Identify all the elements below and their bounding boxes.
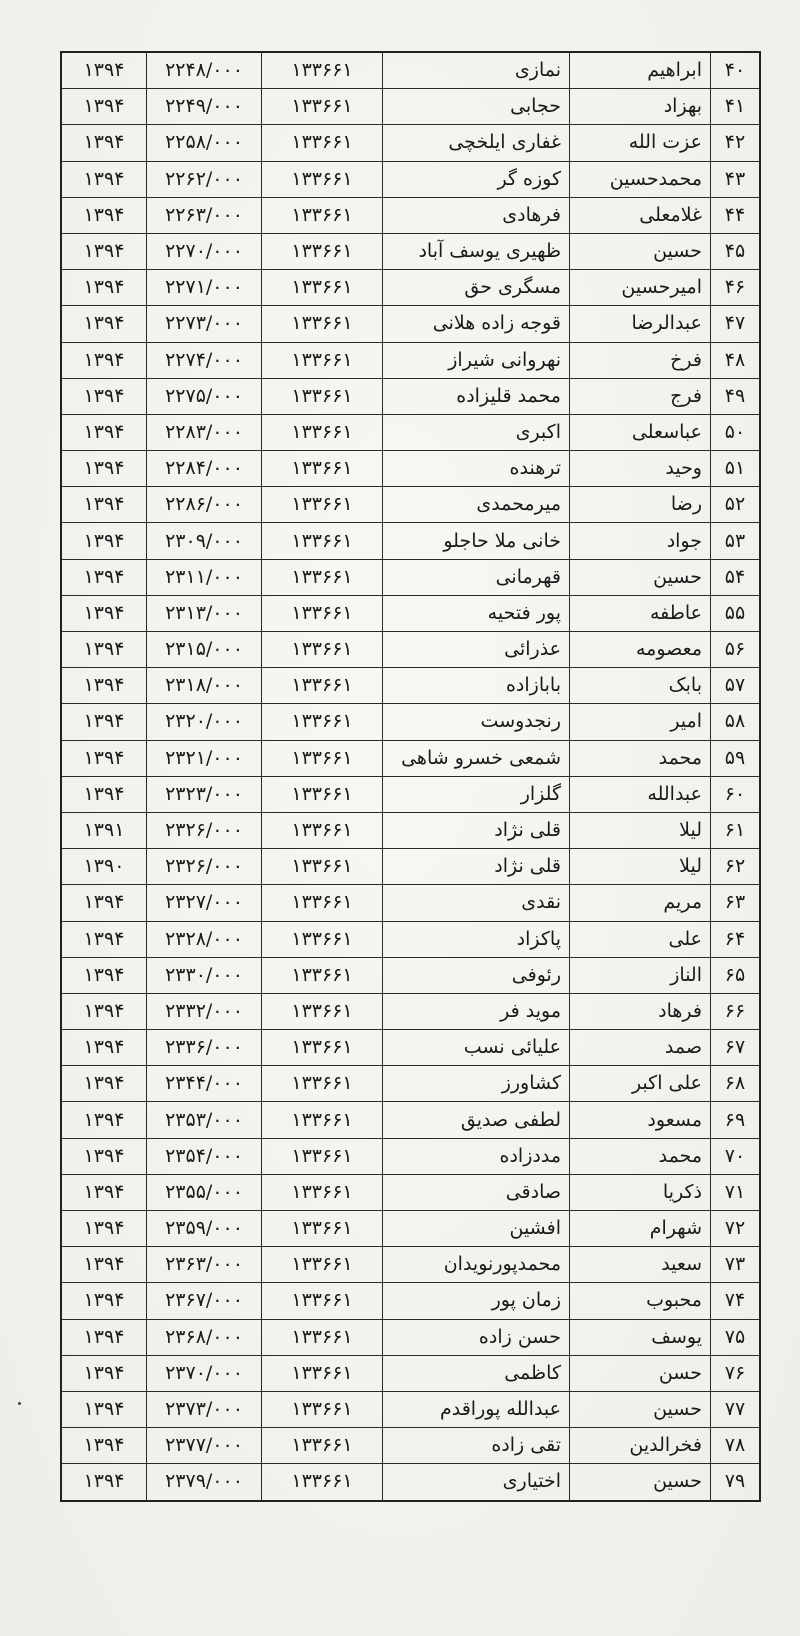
first-name-cell: امیر [570,704,711,740]
code-cell: ۱۳۳۶۶۱ [262,161,383,197]
first-name-cell: معصومه [570,632,711,668]
row-number-cell: ۵۱ [711,451,761,487]
first-name-cell: محبوب [570,1283,711,1319]
year-cell: ۱۳۹۴ [61,1211,147,1247]
amount-cell: ۲۳۲۰/۰۰۰ [147,704,262,740]
amount-cell: ۲۳۷۰/۰۰۰ [147,1355,262,1391]
code-cell: ۱۳۳۶۶۱ [262,342,383,378]
last-name-cell: موید فر [383,993,570,1029]
year-cell: ۱۳۹۱ [61,812,147,848]
row-number-cell: ۶۰ [711,776,761,812]
last-name-cell: فرهادی [383,197,570,233]
last-name-cell: رنجدوست [383,704,570,740]
year-cell: ۱۳۹۴ [61,993,147,1029]
table-row [61,342,760,378]
row-number-cell: ۶۳ [711,885,761,921]
amount-cell: ۲۳۵۹/۰۰۰ [147,1211,262,1247]
year-cell: ۱۳۹۴ [61,378,147,414]
row-number-cell: ۵۸ [711,704,761,740]
table-row [61,885,760,921]
row-number-cell: ۶۱ [711,812,761,848]
first-name-cell: غلامعلی [570,197,711,233]
table-row [61,125,760,161]
amount-cell: ۲۲۶۳/۰۰۰ [147,197,262,233]
table-row [61,668,760,704]
table-row [61,957,760,993]
last-name-cell: کشاورز [383,1066,570,1102]
amount-cell: ۲۲۸۳/۰۰۰ [147,414,262,450]
year-cell: ۱۳۹۴ [61,632,147,668]
row-number-cell: ۷۶ [711,1355,761,1391]
last-name-cell: پور فتحیه [383,595,570,631]
first-name-cell: صمد [570,1030,711,1066]
first-name-cell: حسین [570,1464,711,1501]
table-row [61,1319,760,1355]
last-name-cell: نمازی [383,52,570,89]
table-row [61,451,760,487]
row-number-cell: ۵۵ [711,595,761,631]
row-number-cell: ۴۰ [711,52,761,89]
code-cell: ۱۳۳۶۶۱ [262,1174,383,1210]
year-cell: ۱۳۹۴ [61,487,147,523]
last-name-cell: نقدی [383,885,570,921]
amount-cell: ۲۳۲۳/۰۰۰ [147,776,262,812]
table-row [61,197,760,233]
first-name-cell: عزت الله [570,125,711,161]
first-name-cell: الناز [570,957,711,993]
code-cell: ۱۳۳۶۶۱ [262,1066,383,1102]
code-cell: ۱۳۳۶۶۱ [262,1030,383,1066]
last-name-cell: شمعی خسرو شاهی [383,740,570,776]
code-cell: ۱۳۳۶۶۱ [262,1247,383,1283]
table-row [61,849,760,885]
year-cell: ۱۳۹۴ [61,1355,147,1391]
year-cell: ۱۳۹۴ [61,1283,147,1319]
amount-cell: ۲۲۵۸/۰۰۰ [147,125,262,161]
amount-cell: ۲۲۷۴/۰۰۰ [147,342,262,378]
year-cell: ۱۳۹۴ [61,306,147,342]
row-number-cell: ۴۶ [711,270,761,306]
last-name-cell: اختیاری [383,1464,570,1501]
row-number-cell: ۴۲ [711,125,761,161]
first-name-cell: یوسف [570,1319,711,1355]
amount-cell: ۲۳۱۳/۰۰۰ [147,595,262,631]
row-number-cell: ۶۶ [711,993,761,1029]
last-name-cell: نهروانی شیراز [383,342,570,378]
first-name-cell: حسین [570,1391,711,1427]
amount-cell: ۲۳۶۸/۰۰۰ [147,1319,262,1355]
year-cell: ۱۳۹۴ [61,1247,147,1283]
row-number-cell: ۷۲ [711,1211,761,1247]
year-cell: ۱۳۹۴ [61,197,147,233]
year-cell: ۱۳۹۴ [61,1066,147,1102]
amount-cell: ۲۳۷۳/۰۰۰ [147,1391,262,1427]
code-cell: ۱۳۳۶۶۱ [262,740,383,776]
table-row [61,776,760,812]
first-name-cell: لیلا [570,849,711,885]
amount-cell: ۲۲۶۲/۰۰۰ [147,161,262,197]
code-cell: ۱۳۳۶۶۱ [262,559,383,595]
last-name-cell: حسن زاده [383,1319,570,1355]
year-cell: ۱۳۹۴ [61,1319,147,1355]
amount-cell: ۲۳۱۸/۰۰۰ [147,668,262,704]
row-number-cell: ۴۸ [711,342,761,378]
code-cell: ۱۳۳۶۶۱ [262,306,383,342]
table-row [61,1066,760,1102]
first-name-cell: محمد [570,1138,711,1174]
last-name-cell: افشین [383,1211,570,1247]
last-name-cell: غفاری ایلخچی [383,125,570,161]
table-row [61,487,760,523]
table-row [61,1247,760,1283]
table-row [61,1174,760,1210]
first-name-cell: لیلا [570,812,711,848]
first-name-cell: عاطفه [570,595,711,631]
first-name-cell: شهرام [570,1211,711,1247]
amount-cell: ۲۳۲۸/۰۰۰ [147,921,262,957]
row-number-cell: ۶۴ [711,921,761,957]
first-name-cell: علی اکبر [570,1066,711,1102]
last-name-cell: تقی زاده [383,1428,570,1464]
last-name-cell: میرمحمدی [383,487,570,523]
amount-cell: ۲۲۴۹/۰۰۰ [147,89,262,125]
table-row [61,52,760,89]
row-number-cell: ۵۹ [711,740,761,776]
code-cell: ۱۳۳۶۶۱ [262,704,383,740]
year-cell: ۱۳۹۴ [61,885,147,921]
first-name-cell: بابک [570,668,711,704]
first-name-cell: ابراهیم [570,52,711,89]
last-name-cell: اکبری [383,414,570,450]
code-cell: ۱۳۳۶۶۱ [262,89,383,125]
code-cell: ۱۳۳۶۶۱ [262,52,383,89]
year-cell: ۱۳۹۴ [61,740,147,776]
table-row [61,1102,760,1138]
amount-cell: ۲۳۲۶/۰۰۰ [147,849,262,885]
year-cell: ۱۳۹۴ [61,1428,147,1464]
code-cell: ۱۳۳۶۶۱ [262,776,383,812]
last-name-cell: عذرائی [383,632,570,668]
table-row [61,378,760,414]
year-cell: ۱۳۹۴ [61,1030,147,1066]
year-cell: ۱۳۹۴ [61,1138,147,1174]
amount-cell: ۲۲۸۶/۰۰۰ [147,487,262,523]
amount-cell: ۲۲۷۵/۰۰۰ [147,378,262,414]
year-cell: ۱۳۹۴ [61,414,147,450]
last-name-cell: عبدالله پوراقدم [383,1391,570,1427]
row-number-cell: ۷۵ [711,1319,761,1355]
year-cell: ۱۳۹۴ [61,559,147,595]
amount-cell: ۲۳۷۹/۰۰۰ [147,1464,262,1501]
table-row [61,1391,760,1427]
first-name-cell: حسین [570,233,711,269]
last-name-cell: زمان پور [383,1283,570,1319]
first-name-cell: فرهاد [570,993,711,1029]
code-cell: ۱۳۳۶۶۱ [262,1102,383,1138]
table-row [61,414,760,450]
amount-cell: ۲۳۳۶/۰۰۰ [147,1030,262,1066]
amount-cell: ۲۳۲۶/۰۰۰ [147,812,262,848]
row-number-cell: ۷۳ [711,1247,761,1283]
last-name-cell: رئوفی [383,957,570,993]
row-number-cell: ۷۹ [711,1464,761,1501]
row-number-cell: ۵۴ [711,559,761,595]
year-cell: ۱۳۹۴ [61,523,147,559]
row-number-cell: ۷۸ [711,1428,761,1464]
row-number-cell: ۷۱ [711,1174,761,1210]
code-cell: ۱۳۳۶۶۱ [262,1283,383,1319]
table-row [61,632,760,668]
table-row [61,1138,760,1174]
last-name-cell: کوزه گر [383,161,570,197]
amount-cell: ۲۳۵۴/۰۰۰ [147,1138,262,1174]
year-cell: ۱۳۹۴ [61,704,147,740]
records-table-body [61,52,760,1501]
year-cell: ۱۳۹۴ [61,921,147,957]
first-name-cell: وحید [570,451,711,487]
amount-cell: ۲۳۲۷/۰۰۰ [147,885,262,921]
first-name-cell: مریم [570,885,711,921]
table-row [61,559,760,595]
first-name-cell: امیرحسین [570,270,711,306]
code-cell: ۱۳۳۶۶۱ [262,885,383,921]
first-name-cell: سعید [570,1247,711,1283]
first-name-cell: ذکریا [570,1174,711,1210]
last-name-cell: محمد قلیزاده [383,378,570,414]
year-cell: ۱۳۹۴ [61,270,147,306]
last-name-cell: محمدپورنویدان [383,1247,570,1283]
row-number-cell: ۴۴ [711,197,761,233]
table-row [61,270,760,306]
table-row [61,704,760,740]
amount-cell: ۲۳۲۱/۰۰۰ [147,740,262,776]
year-cell: ۱۳۹۴ [61,451,147,487]
code-cell: ۱۳۳۶۶۱ [262,270,383,306]
last-name-cell: علیائی نسب [383,1030,570,1066]
amount-cell: ۲۳۶۳/۰۰۰ [147,1247,262,1283]
row-number-cell: ۴۳ [711,161,761,197]
table-row [61,1030,760,1066]
amount-cell: ۲۳۱۵/۰۰۰ [147,632,262,668]
code-cell: ۱۳۳۶۶۱ [262,233,383,269]
year-cell: ۱۳۹۴ [61,1174,147,1210]
first-name-cell: عبدالرضا [570,306,711,342]
row-number-cell: ۶۸ [711,1066,761,1102]
code-cell: ۱۳۳۶۶۱ [262,1138,383,1174]
code-cell: ۱۳۳۶۶۱ [262,125,383,161]
code-cell: ۱۳۳۶۶۱ [262,921,383,957]
first-name-cell: رضا [570,487,711,523]
code-cell: ۱۳۳۶۶۱ [262,595,383,631]
last-name-cell: لطفی صدیق [383,1102,570,1138]
code-cell: ۱۳۳۶۶۱ [262,849,383,885]
year-cell: ۱۳۹۰ [61,849,147,885]
code-cell: ۱۳۳۶۶۱ [262,1464,383,1501]
last-name-cell: قلی نژاد [383,849,570,885]
row-number-cell: ۵۰ [711,414,761,450]
amount-cell: ۲۳۵۳/۰۰۰ [147,1102,262,1138]
year-cell: ۱۳۹۴ [61,125,147,161]
last-name-cell: پاکزاد [383,921,570,957]
last-name-cell: خانی ملا حاجلو [383,523,570,559]
year-cell: ۱۳۹۴ [61,1464,147,1501]
year-cell: ۱۳۹۴ [61,595,147,631]
row-number-cell: ۶۷ [711,1030,761,1066]
amount-cell: ۲۳۳۰/۰۰۰ [147,957,262,993]
row-number-cell: ۴۵ [711,233,761,269]
code-cell: ۱۳۳۶۶۱ [262,1211,383,1247]
first-name-cell: بهزاد [570,89,711,125]
table-row [61,306,760,342]
amount-cell: ۲۲۸۴/۰۰۰ [147,451,262,487]
table-row [61,523,760,559]
table-row [61,740,760,776]
last-name-cell: ظهیری یوسف آباد [383,233,570,269]
code-cell: ۱۳۳۶۶۱ [262,1391,383,1427]
year-cell: ۱۳۹۴ [61,957,147,993]
amount-cell: ۲۳۵۵/۰۰۰ [147,1174,262,1210]
row-number-cell: ۶۹ [711,1102,761,1138]
code-cell: ۱۳۳۶۶۱ [262,812,383,848]
code-cell: ۱۳۳۶۶۱ [262,378,383,414]
row-number-cell: ۵۶ [711,632,761,668]
row-number-cell: ۶۲ [711,849,761,885]
first-name-cell: علی [570,921,711,957]
table-row [61,1464,760,1501]
code-cell: ۱۳۳۶۶۱ [262,414,383,450]
row-number-cell: ۴۷ [711,306,761,342]
first-name-cell: جواد [570,523,711,559]
amount-cell: ۲۳۴۴/۰۰۰ [147,1066,262,1102]
code-cell: ۱۳۳۶۶۱ [262,993,383,1029]
row-number-cell: ۷۴ [711,1283,761,1319]
amount-cell: ۲۲۷۳/۰۰۰ [147,306,262,342]
row-number-cell: ۶۵ [711,957,761,993]
year-cell: ۱۳۹۴ [61,89,147,125]
first-name-cell: عبدالله [570,776,711,812]
first-name-cell: حسین [570,559,711,595]
code-cell: ۱۳۳۶۶۱ [262,197,383,233]
year-cell: ۱۳۹۴ [61,668,147,704]
last-name-cell: قهرمانی [383,559,570,595]
first-name-cell: فرخ [570,342,711,378]
first-name-cell: فخرالدین [570,1428,711,1464]
code-cell: ۱۳۳۶۶۱ [262,957,383,993]
row-number-cell: ۵۷ [711,668,761,704]
code-cell: ۱۳۳۶۶۱ [262,523,383,559]
code-cell: ۱۳۳۶۶۱ [262,668,383,704]
code-cell: ۱۳۳۶۶۱ [262,1355,383,1391]
first-name-cell: مسعود [570,1102,711,1138]
last-name-cell: کاظمی [383,1355,570,1391]
table-row [61,1283,760,1319]
row-number-cell: ۵۳ [711,523,761,559]
year-cell: ۱۳۹۴ [61,233,147,269]
row-number-cell: ۷۷ [711,1391,761,1427]
code-cell: ۱۳۳۶۶۱ [262,632,383,668]
table-row [61,89,760,125]
table-row [61,993,760,1029]
table-row [61,921,760,957]
first-name-cell: عباسعلی [570,414,711,450]
amount-cell: ۲۳۱۱/۰۰۰ [147,559,262,595]
table-row [61,161,760,197]
table-row [61,1211,760,1247]
year-cell: ۱۳۹۴ [61,776,147,812]
year-cell: ۱۳۹۴ [61,161,147,197]
last-name-cell: بابازاده [383,668,570,704]
code-cell: ۱۳۳۶۶۱ [262,487,383,523]
amount-cell: ۲۳۶۷/۰۰۰ [147,1283,262,1319]
last-name-cell: صادقی [383,1174,570,1210]
last-name-cell: گلزار [383,776,570,812]
amount-cell: ۲۳۰۹/۰۰۰ [147,523,262,559]
amount-cell: ۲۳۳۲/۰۰۰ [147,993,262,1029]
code-cell: ۱۳۳۶۶۱ [262,1319,383,1355]
code-cell: ۱۳۳۶۶۱ [262,1428,383,1464]
amount-cell: ۲۲۷۱/۰۰۰ [147,270,262,306]
row-number-cell: ۴۱ [711,89,761,125]
last-name-cell: قلی نژاد [383,812,570,848]
table-row [61,1428,760,1464]
first-name-cell: فرج [570,378,711,414]
last-name-cell: مسگری حق [383,270,570,306]
scan-speck [18,1402,21,1405]
table-row [61,1355,760,1391]
amount-cell: ۲۲۴۸/۰۰۰ [147,52,262,89]
year-cell: ۱۳۹۴ [61,1102,147,1138]
records-table [60,51,761,1502]
last-name-cell: ترهنده [383,451,570,487]
table-row [61,233,760,269]
table-row [61,812,760,848]
code-cell: ۱۳۳۶۶۱ [262,451,383,487]
amount-cell: ۲۳۷۷/۰۰۰ [147,1428,262,1464]
first-name-cell: محمد [570,740,711,776]
last-name-cell: قوجه زاده هلانی [383,306,570,342]
amount-cell: ۲۲۷۰/۰۰۰ [147,233,262,269]
table-row [61,595,760,631]
year-cell: ۱۳۹۴ [61,1391,147,1427]
first-name-cell: محمدحسین [570,161,711,197]
year-cell: ۱۳۹۴ [61,52,147,89]
row-number-cell: ۷۰ [711,1138,761,1174]
row-number-cell: ۵۲ [711,487,761,523]
last-name-cell: مددزاده [383,1138,570,1174]
last-name-cell: حجابی [383,89,570,125]
year-cell: ۱۳۹۴ [61,342,147,378]
row-number-cell: ۴۹ [711,378,761,414]
first-name-cell: حسن [570,1355,711,1391]
